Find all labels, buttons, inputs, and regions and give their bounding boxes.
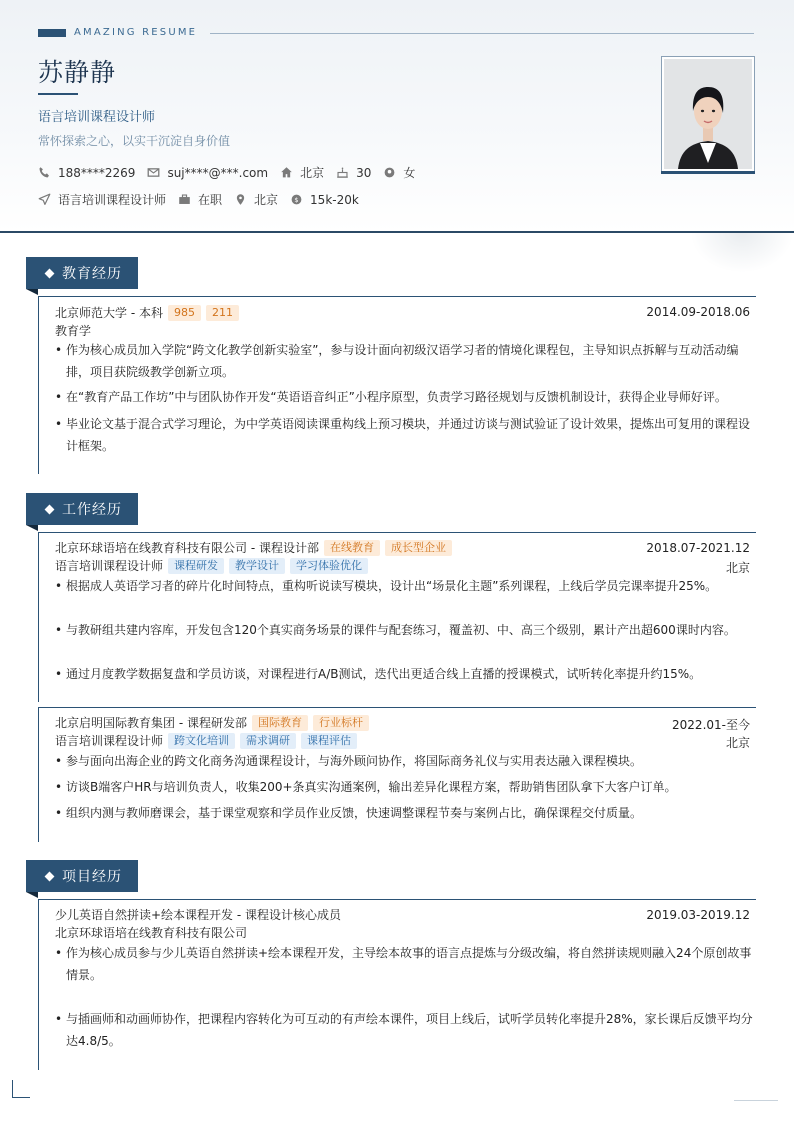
info-city xyxy=(280,164,324,181)
edu-school: 北京师范大学 - 本科 xyxy=(55,306,163,320)
target-city-text: 北京 xyxy=(254,193,279,207)
svg-text:$: $ xyxy=(294,195,299,204)
diamond-icon xyxy=(45,268,55,278)
edu-bullet: • 毕业论文基于混合式学习理论，为中学英语阅读课重构线上预习模块，并通过访谈与测试验证了设计效果，提炼出可复用的课程设 xyxy=(55,413,755,435)
work-role-tag: 教学设计 xyxy=(229,558,285,574)
info-row-job xyxy=(38,191,371,208)
work-bullet: • 访谈B端客户HR与培训负责人，收集200+条真实沟通案例，输出差异化课程方案，帮助销售团队拿下大客户订单。 xyxy=(55,776,755,798)
tag-fold xyxy=(26,525,38,531)
work-company: 北京启明国际教育集团 - 课程研发部 xyxy=(55,716,247,730)
edu-bullet-cont xyxy=(55,435,755,457)
section-tag-education xyxy=(26,257,138,289)
work-bullet: • 与教研组共建内容库，开发包含120个真实商务场景的课件与配套练习，覆盖初、中、高三个级别，累计产出超600课时内容。 xyxy=(55,619,755,641)
section-line-education xyxy=(38,296,756,297)
edu-bullet-cont xyxy=(55,361,755,383)
work-role-row xyxy=(55,557,368,574)
work-role-tag: 学习体验优化 xyxy=(290,558,368,574)
project-bullet-cont-text: 情景。 xyxy=(66,968,103,982)
edu-bullet-cont-text: 计框架。 xyxy=(66,439,115,453)
timeline-education xyxy=(38,296,39,474)
briefcase-icon xyxy=(178,193,191,206)
work-role-tag: 跨文化培训 xyxy=(168,733,235,749)
name-underline xyxy=(38,93,78,95)
work-date: 2022.01-至今 xyxy=(672,718,750,732)
tag-fold xyxy=(26,289,38,295)
work-role-tag: 需求调研 xyxy=(240,733,296,749)
project-org: 北京环球语培在线教育科技有限公司 xyxy=(55,926,248,940)
project-entry-head xyxy=(55,906,341,923)
project-bullet: • 与插画师和动画师协作，把课程内容转化为可互动的有声绘本课件，项目上线后，试听学员转化率提升28%，家长课后反馈平均分 xyxy=(55,1008,755,1030)
work-role: 语言培训课程设计师 xyxy=(55,734,164,748)
work-bullet: • 通过月度教学数据复盘和学员访谈，对课程进行A/B测试，迭代出更适合线上直播的授课模式，试听转化率提升约15%。 xyxy=(55,663,755,685)
send-icon xyxy=(38,193,51,206)
edu-tag-211: 211 xyxy=(206,305,239,321)
person-name: 苏静静 xyxy=(38,58,117,87)
edu-bullet-cont-text: 排，项目获院级教学创新立项。 xyxy=(66,365,235,379)
phone-icon xyxy=(38,166,51,179)
section-line-projects xyxy=(38,899,756,900)
work-company: 北京环球语培在线教育科技有限公司 - 课程设计部 xyxy=(55,541,319,555)
edu-major: 教育学 xyxy=(55,324,92,338)
photo-bottom-bar xyxy=(661,171,755,174)
work-entry-head xyxy=(55,714,369,731)
work-company-tag: 成长型企业 xyxy=(385,540,452,556)
work-role-tag: 课程研发 xyxy=(168,558,224,574)
edu-date: 2014.09-2018.06 xyxy=(646,305,750,319)
gender-icon xyxy=(383,166,396,179)
work-bullet: • 参与面向出海企业的跨文化商务沟通课程设计，与海外顾问协作，将国际商务礼仪与实用表达融入课程模块。 xyxy=(55,750,755,772)
work-bullet: • 组织内测与教师磨课会，基于课堂观察和学员作业反馈，快速调整课程节奏与案例占比，确保课程交付质量。 xyxy=(55,802,755,824)
home-icon xyxy=(280,166,293,179)
section-title-projects: 项目经历 xyxy=(62,869,122,885)
tag-fold xyxy=(26,892,38,898)
person-title: 语言培训课程设计师 xyxy=(38,110,156,125)
salary-text: 15k-20k xyxy=(310,192,359,207)
info-age xyxy=(336,166,371,180)
project-date: 2019.03-2019.12 xyxy=(646,908,750,922)
corner-decoration xyxy=(12,1080,30,1098)
section-tag-work xyxy=(26,493,138,525)
work-company-tag: 在线教育 xyxy=(324,540,380,556)
cake-icon xyxy=(336,166,349,179)
brand-text: AMAZING RESUME xyxy=(74,27,198,38)
status-text: 在职 xyxy=(198,193,223,207)
age-text: 30 xyxy=(356,165,372,180)
profile-photo xyxy=(664,59,752,169)
section-line-work xyxy=(38,532,756,533)
money-icon xyxy=(290,193,303,206)
section-line-work-2 xyxy=(38,707,756,708)
work-company-tag: 国际教育 xyxy=(252,715,308,731)
work-role: 语言培训课程设计师 xyxy=(55,559,164,573)
info-phone xyxy=(38,166,135,180)
section-title-work: 工作经历 xyxy=(62,502,122,518)
timeline-projects xyxy=(38,899,39,1070)
target-role-text: 语言培训课程设计师 xyxy=(58,193,167,207)
work-role-row xyxy=(55,732,357,749)
person-motto: 常怀探索之心，以实干沉淀自身价值 xyxy=(38,134,231,148)
work-location: 北京 xyxy=(725,561,750,575)
timeline-work-1 xyxy=(38,532,39,702)
phone-text: 188****2269 xyxy=(58,165,136,180)
header-rule xyxy=(0,231,794,233)
edu-bullet: • 在“教育产品工作坊”中与团队协作开发“英语语音纠正”小程序原型，负责学习路径规划与反馈机制设计，获得企业导师好评。 xyxy=(55,386,755,408)
corner-decoration xyxy=(734,1100,778,1101)
work-location: 北京 xyxy=(725,736,750,750)
section-title-education: 教育经历 xyxy=(62,266,122,282)
work-entry-head xyxy=(55,539,452,556)
location-icon xyxy=(234,193,247,206)
project-bullet: • 作为核心成员参与少儿英语自然拼读+绘本课程开发，主导绘本故事的语言点提炼与分级改编，将自然拼读规则融入24个原创故事 xyxy=(55,942,755,964)
info-gender xyxy=(383,164,415,181)
timeline-work-2 xyxy=(38,707,39,842)
edu-entry-head xyxy=(55,304,239,321)
diamond-icon xyxy=(45,871,55,881)
info-status xyxy=(178,191,222,208)
edu-tag-985: 985 xyxy=(168,305,201,321)
section-tag-projects xyxy=(26,860,138,892)
header-glow xyxy=(690,233,794,273)
info-email xyxy=(147,166,268,180)
mail-icon xyxy=(147,166,160,179)
project-bullet-cont-text: 达4.8/5。 xyxy=(66,1034,121,1048)
email-text: suj****@***.com xyxy=(167,165,269,180)
brand-line xyxy=(210,33,754,34)
info-target-city xyxy=(234,191,278,208)
project-bullet-cont xyxy=(55,964,755,986)
gender-text: 女 xyxy=(403,166,416,180)
project-name: 少儿英语自然拼读+绘本课程开发 - 课程设计核心成员 xyxy=(55,908,342,922)
city-text: 北京 xyxy=(300,166,325,180)
work-role-tag: 课程评估 xyxy=(301,733,357,749)
edu-bullet: • 作为核心成员加入学院“跨文化教学创新实验室”，参与设计面向初级汉语学习者的情境化课程包，主导知识点拆解与互动活动编 xyxy=(55,339,755,361)
info-salary xyxy=(290,193,359,207)
info-target-role xyxy=(38,191,166,208)
work-bullet: • 根据成人英语学习者的碎片化时间特点，重构听说读写模块，设计出“场景化主题”系列课程，上线后学员完课率提升25%。 xyxy=(55,575,755,597)
brand-bar xyxy=(38,29,66,37)
diamond-icon xyxy=(45,504,55,514)
work-company-tag: 行业标杆 xyxy=(313,715,369,731)
work-date: 2018.07-2021.12 xyxy=(646,541,750,555)
project-bullet-cont xyxy=(55,1030,755,1052)
info-row-contact xyxy=(38,164,427,181)
